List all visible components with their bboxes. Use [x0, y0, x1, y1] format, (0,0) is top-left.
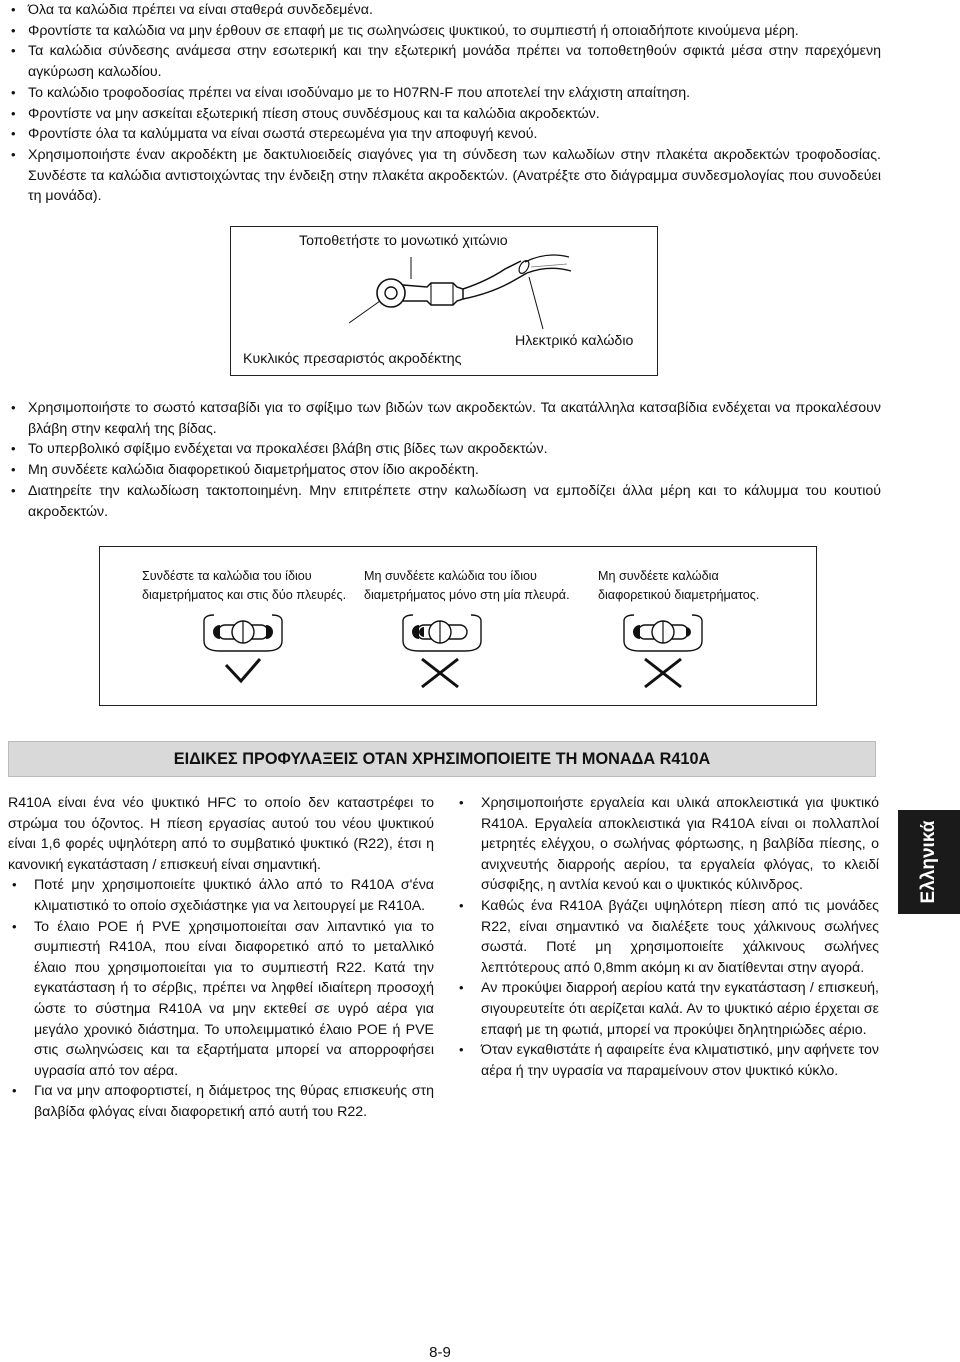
case-caption-different-gauge: Μη συνδέετε καλώδια διαφορετικού διαμετρήματος.: [598, 569, 760, 602]
cable-label: Ηλεκτρικό καλώδιο: [515, 333, 634, 349]
list-item: • Χρησιμοποιήστε εργαλεία και υλικά αποκλειστικά για ψυκτικό R410A. Εργαλεία αποκλειστικά για R410A είναι οι πολλαπλοί μετρητές ελέγχου, ο σωλήνας φόρτωσης, η βαλβίδα πίεσης, ο ανιχνευτής διαρροής αερίου, τα εργαλεία φλόγας, το κλειδί σύσφιξης, η αντλία κενού και ο ψυκτικός κύλινδρος.: [455, 793, 879, 896]
case-caption-one-side: Μη συνδέετε καλώδια του ίδιου διαμετρήματος μόνο στη μία πλευρά.: [364, 569, 570, 602]
wrong-different-gauge-drawing: [624, 615, 702, 687]
list-item: • Φροντίστε τα καλώδια να μην έρθουν σε επαφή με τις σωληνώσεις ψυκτικού, το συμπιεστή ή οποιαδήποτε κινούμενα μέρη.: [9, 21, 881, 42]
ring-terminal-diagram: [230, 226, 658, 376]
list-item: • Αν προκύψει διαρροή αερίου κατά την εγκατάσταση / επισκευή, σιγουρευτείτε ότι αερίζεται καλά. Αν το ψυκτικό αέριο έρχεται σε επαφή με τη φωτιά, μπορεί να προκύψει δηλητηριώδες αέριο.: [455, 978, 879, 1040]
list-item: • Χρησιμοποιήστε το σωστό κατσαβίδι για το σφίξιμο των βιδών των ακροδεκτών. Τα ακατάλληλα κατσαβίδια ενδέχεται να προκαλέσουν βλάβη στην κεφαλή της βίδας.: [9, 398, 881, 439]
list-item: • Καθώς ένα R410A βγάζει υψηλότερη πίεση από τις μονάδες R22, είναι σημαντικό να διαλέξετε τους χάλκινους σωλήνες σωστά. Ποτέ μη χρησιμοποιείτε χάλκινους σωλήνες λεπτότερους από 0,8mm ακόμη κι αν διατίθενται στην αγορά.: [455, 896, 879, 978]
r410a-intro: R410A είναι ένα νέο ψυκτικό HFC το οποίο δεν καταστρέφει το στρώμα του όζοντος. Η πίεση εργασίας αυτού του νέου ψυκτικού είναι 1,6 φορές υψηλότερη από το συμβατικό ψυκτικό (R22), έτσι η κανονική εγκατάσταση / επισκευή είναι σημαντική.: [8, 795, 434, 873]
right-bullet-list: [455, 793, 879, 1081]
screw-notes-list: [9, 398, 881, 522]
wiring-notes-list: [9, 0, 881, 207]
list-item: • Το καλώδιο τροφοδοσίας πρέπει να είναι ισοδύναμο με το H07RN-F που αποτελεί την ελάχιστη απαίτηση.: [9, 83, 881, 104]
list-item: • Χρησιμοποιήστε έναν ακροδέκτη με δακτυλιοειδείς σιαγόνες για τη σύνδεση των καλωδίων στην πλακέτα ακροδεκτών τροφοδοσίας. Συνδέστε τα καλώδια αντιστοιχώντας την ένδειξη στην πλακέτα ακροδεκτών. (Ανατρέξτε στο διάγραμμα συνδεσμολογίας που συνοδεύει τη μονάδα).: [9, 145, 881, 207]
list-item: • Φροντίστε όλα τα καλύμματα να είναι σωστά στερεωμένα για την αποφυγή κενού.: [9, 124, 881, 145]
list-item: • Διατηρείτε την καλωδίωση τακτοποιημένη. Μην επιτρέπετε στην καλωδίωση να εμποδίζει άλλα μέρη και το κάλυμμα του κουτιού ακροδεκτών.: [9, 481, 881, 522]
left-bullet-list: [8, 875, 434, 1122]
left-column: [8, 793, 434, 1123]
right-column: [455, 793, 879, 1081]
list-item: • Φροντίστε να μην ασκείται εξωτερική πίεση στους συνδέσμους και τα καλώδια ακροδεκτών.: [9, 104, 881, 125]
list-item: • Όταν εγκαθιστάτε ή αφαιρείτε ένα κλιματιστικό, μην αφήνετε τον αέρα ή την υγρασία να παραμείνουν στον ψυκτικό κύκλο.: [455, 1040, 879, 1081]
list-item: • Για να μην αποφορτιστεί, η διάμετρος της θύρας επισκευής στη βαλβίδα φλόγας είναι διαφορετική από αυτή του R22.: [8, 1081, 434, 1122]
wrong-one-side-drawing: [403, 615, 481, 687]
list-item: • Τα καλώδια σύνδεσης ανάμεσα στην εσωτερική και την εξωτερική μονάδα πρέπει να τοποθετηθούν σφικτά μέσα στην παρεχόμενη αγκύρωση καλωδίου.: [9, 41, 881, 82]
correct-case-drawing: [204, 615, 282, 681]
list-item: • Όλα τα καλώδια πρέπει να είναι σταθερά συνδεδεμένα.: [9, 0, 881, 21]
section-title: ΕΙΔΙΚΕΣ ΠΡΟΦΥΛΑΞΕΙΣ ΟΤΑΝ ΧΡΗΣΙΜΟΠΟΙΕΙΤΕ ΤΗ ΜΟΝΑΔΑ R410A: [8, 741, 876, 777]
language-tab: Ελληνικά: [898, 810, 960, 914]
case-caption-correct: Συνδέστε τα καλώδια του ίδιου διαμετρήματος και στις δύο πλευρές.: [142, 569, 347, 602]
list-item: • Μη συνδέετε καλώδια διαφορετικού διαμετρήματος στον ίδιο ακροδέκτη.: [9, 460, 881, 481]
list-item: • Το υπερβολικό σφίξιμο ενδέχεται να προκαλέσει βλάβη στις βίδες των ακροδεκτών.: [9, 439, 881, 460]
sleeve-label: Τοποθετήστε το μονωτικό χιτώνιο: [299, 233, 508, 249]
wiring-gauge-diagram: [99, 546, 817, 706]
list-item: • Ποτέ μην χρησιμοποιείτε ψυκτικό άλλο από το R410A σ'ένα κλιματιστικό το οποίο σχεδιάστηκε για να λειτουργεί με R410A.: [8, 875, 434, 916]
list-item: • Το έλαιο POE ή PVE χρησιμοποιείται σαν λιπαντικό για το συμπιεστή R410A, που είναι διαφορετικό από το μεταλλικό έλαιο που χρησιμοποιείται για το συμπιεστή R22. Κατά την εγκατάσταση ή το σέρβις, πρέπει να ληφθεί ιδιαίτερη προσοχή ώστε το σύστημα R410A να μην εκτεθεί σε υγρό αέρα για μεγάλο χρονικό διάστημα. Το υπολειμματικό έλαιο POE ή PVE στις σωληνώσεις και τα εξαρτήματα μπορεί να απορροφήσει υγρασία από τον αέρα.: [8, 917, 434, 1082]
terminal-label: Κυκλικός πρεσαριστός ακροδέκτης: [243, 351, 462, 367]
page-number: 8-9: [429, 1344, 451, 1361]
